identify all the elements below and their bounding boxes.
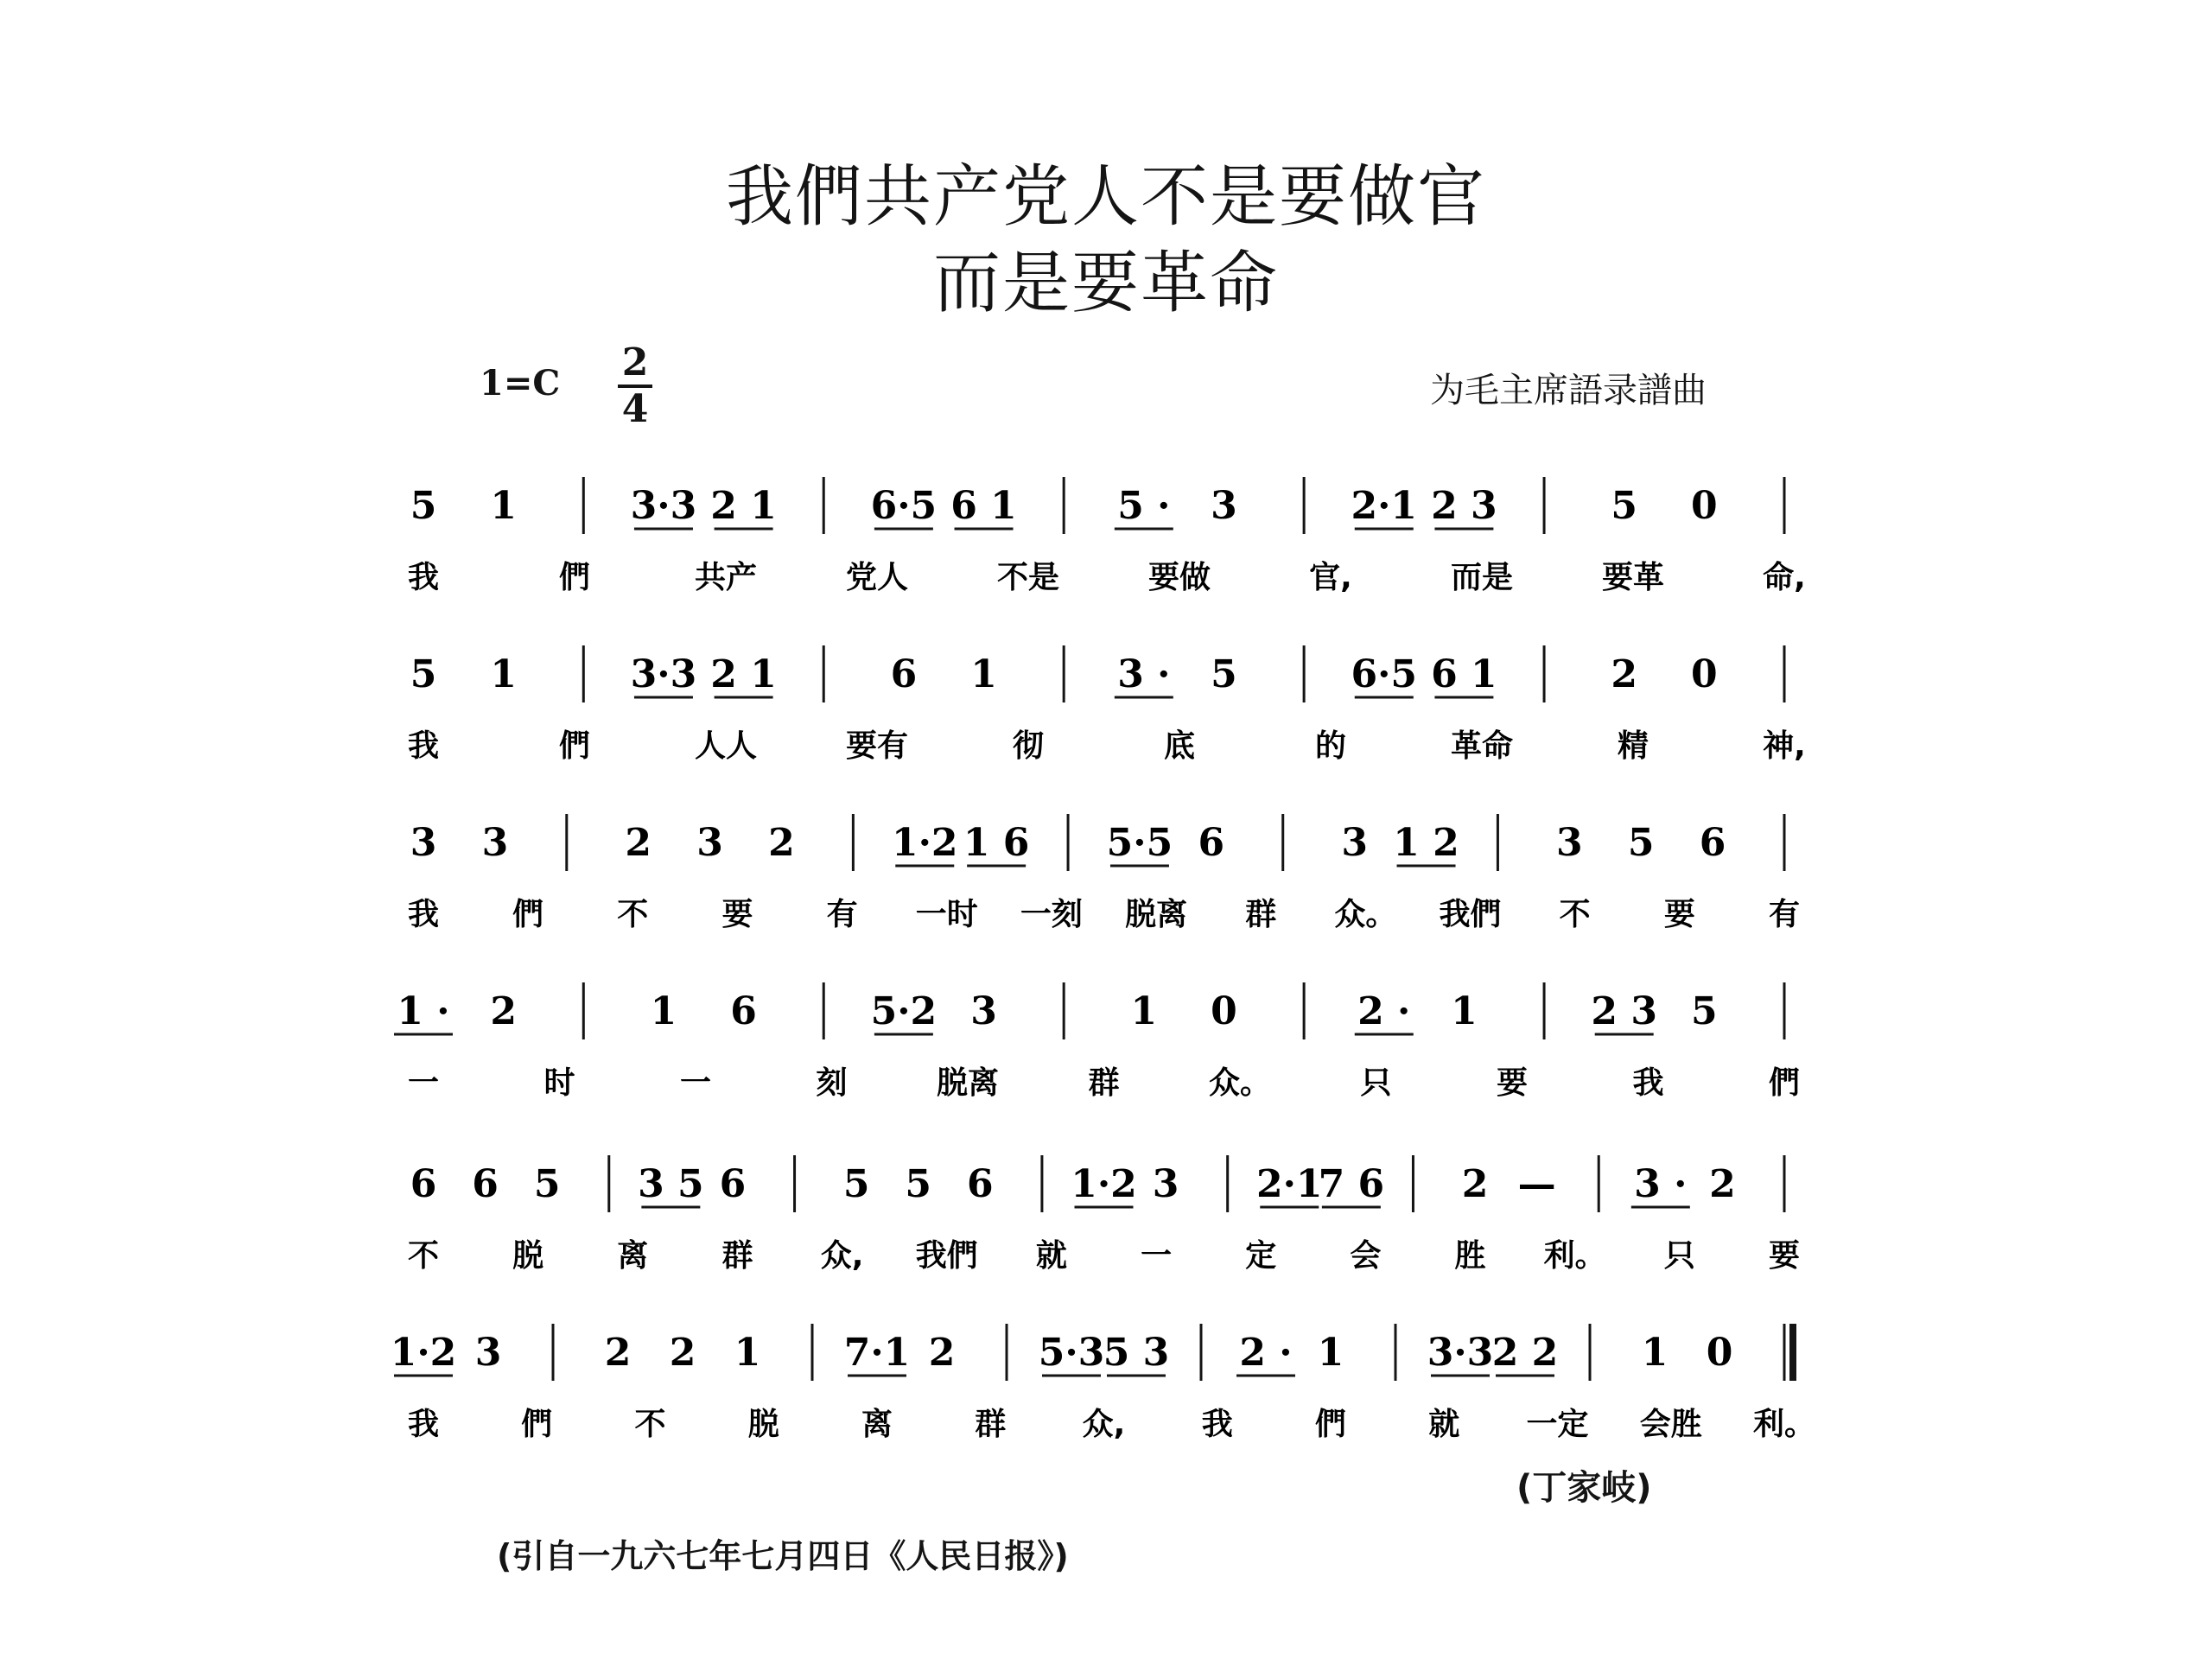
lyric-syllable: 只 xyxy=(1360,1065,1392,1101)
note: 3 xyxy=(410,821,437,865)
lyric-syllable: 就 xyxy=(1035,1238,1067,1274)
time-signature-bottom: 4 xyxy=(621,387,649,431)
note: 5 xyxy=(410,484,437,528)
lyric-syllable: 我 xyxy=(407,560,440,595)
note: 1 xyxy=(490,484,517,528)
note: 6 xyxy=(410,1162,437,1206)
lyric-syllable: 不 xyxy=(1559,897,1591,932)
lyric-syllable: 我們 xyxy=(1439,897,1502,932)
lyric-syllable: 要做 xyxy=(1147,560,1211,595)
lyric-syllable: 一 xyxy=(407,1065,440,1101)
note: 6·5 xyxy=(870,484,938,528)
lyric-syllable: 要 xyxy=(1496,1065,1529,1101)
lyric-syllable: 命, xyxy=(1763,560,1806,595)
note: 6 xyxy=(719,1162,747,1206)
note: 5 xyxy=(1627,821,1655,865)
lyric-syllable: 群 xyxy=(1245,897,1277,932)
composer-credit: 为毛主席語录譜曲 xyxy=(1430,371,1707,410)
note: 2 1 xyxy=(710,652,777,696)
lyric-syllable: 們 xyxy=(521,1407,553,1442)
note: 6 xyxy=(890,652,918,696)
lyric-syllable: 官, xyxy=(1309,560,1352,595)
lyric-syllable: 脱 xyxy=(747,1407,779,1442)
lyric-syllable: 我 xyxy=(407,897,440,932)
lyric-syllable: 利。 xyxy=(1543,1238,1606,1274)
lyric-syllable: 会 xyxy=(1350,1238,1382,1274)
note: 3 xyxy=(481,821,509,865)
note: 2 3 xyxy=(1431,484,1497,528)
note: 2 xyxy=(490,989,517,1033)
note: 1 xyxy=(1130,989,1158,1033)
song-title-line-2: 而是要革命 xyxy=(932,245,1279,322)
note: 1 xyxy=(650,989,677,1033)
lyric-syllable: 脱离 xyxy=(1125,897,1188,932)
note: 3·3 xyxy=(630,484,697,528)
note: 2 xyxy=(1611,652,1638,696)
note: 1 xyxy=(734,1331,761,1375)
lyric-syllable: 而是 xyxy=(1450,560,1514,595)
time-signature-top: 2 xyxy=(621,340,649,385)
lyric-syllable: 不是 xyxy=(996,560,1060,595)
lyric-syllable: 不 xyxy=(407,1238,440,1274)
note: 2 · xyxy=(1357,989,1411,1033)
note: 3·3 xyxy=(630,652,697,696)
lyric-syllable: 要 xyxy=(1768,1238,1801,1274)
note: 6 xyxy=(472,1162,499,1206)
note: 0 xyxy=(1691,484,1718,528)
note: 1·2 xyxy=(891,821,958,865)
note: 5 xyxy=(1691,989,1718,1033)
note: 5 xyxy=(905,1162,932,1206)
note: 0 xyxy=(1211,989,1237,1033)
lyric-syllable: 我 xyxy=(407,728,440,764)
lyric-syllable: 革命 xyxy=(1450,728,1514,764)
lyric-syllable: 群 xyxy=(1088,1065,1120,1101)
lyric-syllable: 胜 xyxy=(1454,1238,1486,1274)
lyric-syllable: 的 xyxy=(1314,728,1347,764)
note: 5 xyxy=(533,1162,561,1206)
note: 2 xyxy=(1709,1162,1736,1206)
note: 6 xyxy=(1198,821,1225,865)
lyric-syllable: 有 xyxy=(826,897,858,932)
note: 5 xyxy=(410,652,437,696)
note: 1·2 xyxy=(1071,1162,1137,1206)
note: 1 · xyxy=(397,989,450,1033)
note: 6 1 xyxy=(1431,652,1497,696)
note: 5·3 xyxy=(1038,1331,1105,1375)
note: 2·1 xyxy=(1255,1162,1323,1206)
lyric-syllable: 有 xyxy=(1768,897,1801,932)
note: 1·2 xyxy=(390,1331,457,1375)
note: 6 xyxy=(967,1162,994,1206)
note: 6 xyxy=(730,989,757,1033)
lyric-syllable: 我們 xyxy=(915,1238,978,1274)
note: 6·5 xyxy=(1351,652,1418,696)
lyric-syllable: 們 xyxy=(558,560,591,595)
lyric-syllable: 利。 xyxy=(1752,1407,1816,1442)
lyric-syllable: 群 xyxy=(721,1238,753,1274)
lyric-syllable: 不 xyxy=(617,897,649,932)
note: 5·2 xyxy=(870,989,938,1033)
note: 1 xyxy=(1641,1331,1669,1375)
note: 5 xyxy=(1211,652,1237,696)
lyric-syllable: 要 xyxy=(1663,897,1695,932)
note: 2 xyxy=(604,1331,632,1375)
note: 1 xyxy=(1451,989,1478,1033)
lyric-syllable: 要有 xyxy=(845,728,909,764)
lyric-syllable: 我 xyxy=(1201,1407,1233,1442)
note: 2·1 xyxy=(1351,484,1418,528)
lyric-syllable: 我 xyxy=(1632,1065,1664,1101)
note: 3 xyxy=(1211,484,1237,528)
lyric-syllable: 們 xyxy=(558,728,591,764)
note: 5 xyxy=(842,1162,870,1206)
lyric-syllable: 共产 xyxy=(694,560,758,595)
lyric-syllable: 脱离 xyxy=(936,1065,1000,1101)
note: — xyxy=(1517,1162,1556,1206)
arranger-credit: (丁家岐) xyxy=(1516,1468,1652,1508)
lyric-syllable: 刻 xyxy=(816,1065,848,1101)
note: 3·3 xyxy=(1427,1331,1494,1375)
note: 5·5 xyxy=(1106,821,1173,865)
lyric-syllable: 会胜 xyxy=(1639,1407,1702,1442)
note: 2 xyxy=(669,1331,696,1375)
note: 0 xyxy=(1691,652,1718,696)
lyric-syllable: 党人 xyxy=(845,560,909,595)
lyric-syllable: 要革 xyxy=(1601,560,1665,595)
note: 1 2 xyxy=(1393,821,1459,865)
note: 6 xyxy=(1699,821,1726,865)
note: 3 · xyxy=(1117,652,1171,696)
note: 5 · xyxy=(1117,484,1171,528)
note: 3 xyxy=(1152,1162,1179,1206)
lyric-syllable: 一 xyxy=(1141,1238,1173,1274)
note: 3 xyxy=(970,989,997,1033)
lyric-syllable: 精 xyxy=(1617,728,1649,764)
note: 2 xyxy=(928,1331,956,1375)
lyric-syllable: 們 xyxy=(1768,1065,1801,1101)
note: 7·1 xyxy=(843,1331,911,1375)
lyric-syllable: 群 xyxy=(975,1407,1007,1442)
note: 3 xyxy=(1556,821,1583,865)
note: 2 1 xyxy=(710,484,777,528)
lyric-syllable: 們 xyxy=(512,897,544,932)
lyric-syllable: 一定 xyxy=(1526,1407,1589,1442)
lyric-syllable: 离 xyxy=(861,1407,893,1442)
note: 5 3 xyxy=(1103,1331,1170,1375)
lyric-syllable: 定 xyxy=(1245,1238,1277,1274)
lyric-syllable: 要 xyxy=(721,897,753,932)
lyric-syllable: 离 xyxy=(617,1238,649,1274)
note: 5 xyxy=(1611,484,1638,528)
lyric-syllable: 众, xyxy=(1082,1407,1126,1442)
lyric-syllable: 一 xyxy=(679,1065,712,1101)
lyric-syllable: 只 xyxy=(1663,1238,1695,1274)
note: 1 xyxy=(1317,1331,1344,1375)
note: 3 xyxy=(696,821,723,865)
lyric-syllable: 就 xyxy=(1428,1407,1460,1442)
note: 2 3 xyxy=(1591,989,1657,1033)
note: 1 6 xyxy=(963,821,1030,865)
note: 6 1 xyxy=(950,484,1017,528)
lyric-syllable: 众。 xyxy=(1208,1065,1272,1101)
note: 1 xyxy=(970,652,997,696)
note: 3 5 xyxy=(638,1162,704,1206)
note: 0 xyxy=(1706,1331,1733,1375)
lyric-syllable: 我 xyxy=(407,1407,440,1442)
lyric-syllable: 彻 xyxy=(1012,728,1045,764)
note: 3 xyxy=(1341,821,1368,865)
note: 1 xyxy=(490,652,517,696)
lyric-syllable: 神, xyxy=(1763,728,1806,764)
lyric-syllable: 人人 xyxy=(694,728,758,764)
key-signature: 1=C xyxy=(480,363,561,404)
lyric-syllable: 們 xyxy=(1314,1407,1347,1442)
lyric-syllable: 众。 xyxy=(1334,897,1397,932)
lyric-syllable: 底 xyxy=(1163,728,1196,764)
note: 2 xyxy=(625,821,652,865)
note: 2 · xyxy=(1239,1331,1293,1375)
lyric-syllable: 众, xyxy=(820,1238,864,1274)
lyric-syllable: 一时 xyxy=(915,897,978,932)
note: 3 xyxy=(474,1331,502,1375)
note: 2 2 xyxy=(1491,1331,1559,1375)
source-citation: (引自一九六七年七月四日《人民日报》) xyxy=(497,1537,1069,1575)
lyric-syllable: 一刻 xyxy=(1020,897,1083,932)
song-title-line-1: 我們共产党人不是要做官 xyxy=(725,158,1486,236)
note: 2 xyxy=(1461,1162,1489,1206)
lyric-syllable: 时 xyxy=(543,1065,575,1101)
lyric-syllable: 不 xyxy=(634,1407,666,1442)
note: 3 · xyxy=(1634,1162,1688,1206)
note: 7 6 xyxy=(1318,1162,1385,1206)
note: 2 xyxy=(768,821,795,865)
lyric-syllable: 脱 xyxy=(512,1238,544,1274)
